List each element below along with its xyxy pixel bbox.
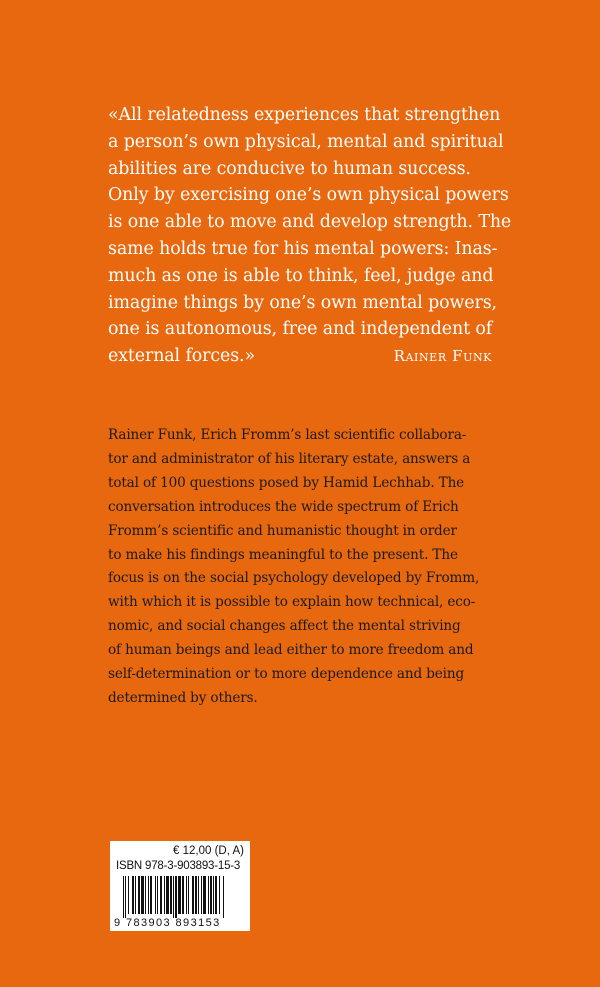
barcode-stripe: [132, 876, 134, 914]
barcode-stripe: [178, 876, 181, 914]
barcode-bars: [123, 876, 247, 918]
barcode-stripe: [128, 876, 129, 914]
barcode-stripe: [203, 876, 206, 914]
barcode-stripe: [219, 876, 220, 914]
description-line: with which it is possible to explain how technical, eco-: [108, 594, 476, 611]
description-line: Fromm’s scientific and humanistic thought in order: [108, 522, 457, 539]
description-line: nomic, and social changes affect the mental striving: [108, 618, 461, 635]
barcode-stripe: [150, 876, 152, 914]
quote-line: same holds true for his mental powers: Inas-: [108, 238, 498, 259]
description-line: determined by others.: [108, 689, 258, 706]
barcode-stripe: [145, 876, 146, 914]
barcode-stripe: [166, 876, 169, 914]
quote-line: is one able to move and develop strength. The: [108, 212, 512, 233]
barcode-stripe: [123, 876, 124, 918]
barcode-label: [110, 841, 250, 931]
barcode-stripe: [148, 876, 149, 914]
barcode-stripe: [195, 876, 197, 914]
quote-line: a person’s own physical, mental and spiritual: [108, 131, 504, 152]
barcode-digits: 9 783903 893153: [114, 917, 221, 929]
barcode-stripe: [138, 876, 140, 914]
barcode-stripe: [223, 876, 224, 918]
barcode-stripe: [186, 876, 187, 914]
barcode-stripe: [201, 876, 202, 914]
description-line: self-determination or to more dependence and being: [108, 666, 465, 683]
quote-author: Rainer Funk: [393, 347, 492, 365]
barcode-stripe: [155, 876, 156, 914]
description-line: tor and administrator of his literary estate, answers a: [108, 450, 471, 467]
quote-line: one is autonomous, free and independent of: [108, 319, 493, 340]
barcode-stripe: [157, 876, 158, 914]
barcode-stripe: [192, 876, 194, 914]
description-line: of human beings and lead either to more freedom and: [108, 642, 474, 659]
barcode-stripe: [188, 876, 189, 914]
quote-line: Only by exercising one’s own physical powers: [108, 185, 509, 206]
price-text: € 12,00 (D, A): [173, 845, 244, 857]
pull-quote: [108, 102, 518, 370]
barcode-stripe: [135, 876, 136, 914]
quote-line: imagine things by one’s own mental powers,: [108, 292, 497, 313]
quote-line: external forces.»: [108, 346, 255, 367]
description-line: focus is on the social psychology developed by Fromm,: [108, 570, 480, 587]
barcode-stripe: [198, 876, 199, 914]
barcode-stripe: [215, 876, 217, 914]
barcode-stripe: [210, 876, 212, 914]
description-line: conversation introduces the wide spectrum of Erich: [108, 498, 459, 515]
barcode-stripe: [213, 876, 214, 914]
description-line: Rainer Funk, Erich Fromm’s last scientific collabora-: [108, 427, 467, 443]
barcode-stripe: [182, 876, 184, 914]
quote-line: much as one is able to think, feel, judge and: [108, 265, 494, 286]
description-line: to make his findings meaningful to the present. The: [108, 546, 458, 563]
description-line: total of 100 questions posed by Hamid Lechhab. The: [108, 474, 465, 491]
barcode-stripe: [164, 876, 165, 914]
isbn-text: ISBN 978-3-903893-15-3: [116, 860, 241, 872]
barcode-stripe: [125, 876, 126, 918]
barcode-stripe: [173, 876, 174, 918]
book-description: [108, 424, 528, 711]
quote-line: abilities are conducive to human success.: [108, 158, 471, 179]
barcode-stripe: [141, 876, 144, 914]
barcode-stripe: [170, 876, 172, 914]
barcode-stripe: [208, 876, 209, 914]
barcode-stripe: [160, 876, 162, 914]
quote-line: «All relatedness experiences that strengthen: [108, 105, 501, 125]
barcode-stripe: [175, 876, 177, 918]
